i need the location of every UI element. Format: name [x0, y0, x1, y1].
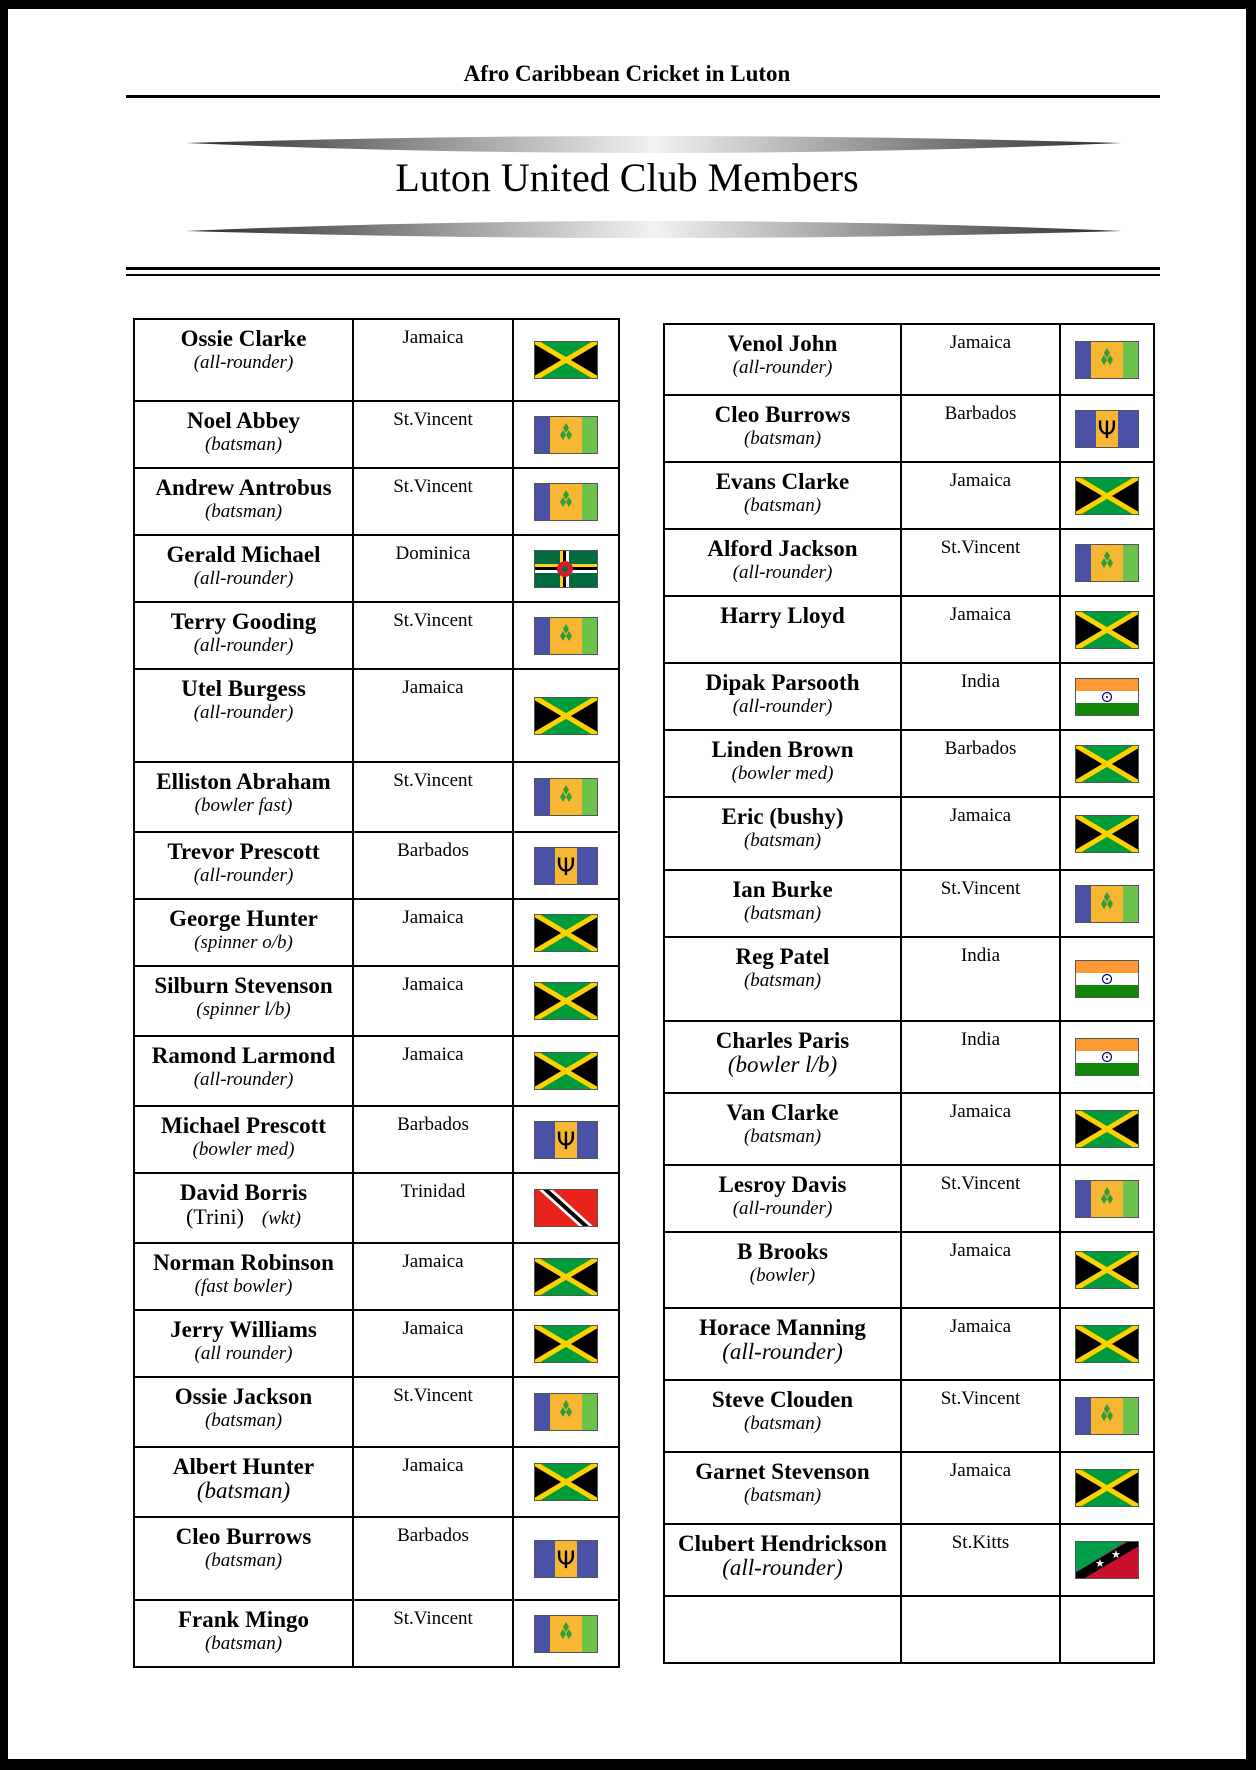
member-name-cell — [664, 1093, 901, 1165]
member-name: Eric (bushy) — [721, 804, 844, 829]
member-flag-cell — [513, 1447, 619, 1517]
member-name-cell — [134, 401, 353, 468]
member-country: St.Vincent — [901, 529, 1060, 596]
member-row — [134, 762, 619, 832]
member-note: (Trini) — [186, 1204, 244, 1229]
member-country: India — [901, 1021, 1060, 1093]
member-name: Utel Burgess — [181, 676, 306, 701]
barbados-flag — [1075, 410, 1139, 448]
member-country: St.Vincent — [353, 468, 513, 535]
member-role: (batsman) — [743, 1485, 822, 1506]
member-row — [664, 529, 1154, 596]
member-country: St.Vincent — [901, 1165, 1060, 1232]
member-role: (batsman) — [196, 1478, 291, 1503]
member-role: (batsman) — [743, 1126, 822, 1147]
member-name: B Brooks — [737, 1239, 828, 1264]
member-flag-cell — [1060, 395, 1154, 462]
barbados-flag — [534, 847, 598, 885]
member-role: (bowler fast) — [194, 795, 293, 816]
member-name: Cleo Burrows — [175, 1524, 312, 1549]
member-name: Venol John — [727, 331, 838, 356]
member-row — [134, 401, 619, 468]
member-role: (all-rounder) — [193, 865, 294, 886]
member-flag-cell — [513, 1036, 619, 1106]
member-country: St.Kitts — [901, 1524, 1060, 1596]
member-name: Norman Robinson — [153, 1250, 334, 1275]
member-role: (bowler) — [749, 1265, 816, 1286]
member-flag-cell — [1060, 1021, 1154, 1093]
st-vincent-flag — [534, 778, 598, 816]
member-country: Jamaica — [901, 1232, 1060, 1308]
member-name-cell — [664, 797, 901, 870]
jamaica-flag — [534, 982, 598, 1020]
member-row — [664, 1380, 1154, 1452]
member-role: (batsman) — [204, 501, 283, 522]
member-role: (bowler med) — [192, 1139, 295, 1160]
member-flag-cell — [513, 602, 619, 669]
jamaica-flag — [534, 1258, 598, 1296]
svg-text:Ψ: Ψ — [556, 1126, 576, 1155]
member-row — [134, 1036, 619, 1106]
member-role: (all-rounder) — [732, 1198, 833, 1219]
member-role: (fast bowler) — [194, 1276, 293, 1297]
member-row — [134, 1377, 619, 1447]
member-row — [664, 324, 1154, 395]
member-role: (batsman) — [204, 434, 283, 455]
member-country: St.Vincent — [353, 1600, 513, 1667]
member-country: Jamaica — [901, 1308, 1060, 1380]
member-name-cell — [664, 1165, 901, 1232]
member-name-cell — [134, 1106, 353, 1173]
member-name: Frank Mingo — [178, 1607, 309, 1632]
member-name-cell — [134, 899, 353, 966]
trinidad-flag — [534, 1189, 598, 1227]
member-name: Ian Burke — [732, 877, 833, 902]
member-role: (spinner l/b) — [196, 999, 291, 1020]
banner-title: Luton United Club Members — [395, 155, 859, 200]
member-row — [134, 899, 619, 966]
member-role: (batsman) — [743, 830, 822, 851]
member-role: (all-rounder) — [193, 1069, 294, 1090]
member-name-cell — [134, 602, 353, 669]
member-name-cell — [134, 1600, 353, 1667]
member-country: India — [901, 937, 1060, 1021]
member-role: (batsman) — [743, 970, 822, 991]
member-name: Horace Manning — [699, 1315, 866, 1340]
member-name: Michael Prescott — [161, 1113, 326, 1138]
member-name-cell — [134, 1377, 353, 1447]
member-role: (batsman) — [743, 495, 822, 516]
member-name-cell — [664, 1380, 901, 1452]
member-role: (batsman) — [204, 1550, 283, 1571]
member-role: (batsman) — [743, 428, 822, 449]
member-role: (all-rounder) — [193, 568, 294, 589]
member-country: Dominica — [353, 535, 513, 602]
member-country: Jamaica — [353, 1447, 513, 1517]
member-name-cell — [664, 529, 901, 596]
member-flag-cell — [1060, 730, 1154, 797]
member-row — [134, 1173, 619, 1243]
member-country: Jamaica — [901, 1093, 1060, 1165]
st-vincent-flag — [534, 617, 598, 655]
st-vincent-flag — [1075, 1180, 1139, 1218]
jamaica-flag — [1075, 1325, 1139, 1363]
member-flag-cell — [513, 966, 619, 1036]
svg-text:★: ★ — [1095, 1557, 1105, 1570]
dominica-flag — [534, 550, 598, 588]
member-name: Gerald Michael — [166, 542, 321, 567]
member-name-cell — [134, 1036, 353, 1106]
member-name: Cleo Burrows — [714, 402, 851, 427]
member-country: Barbados — [353, 1106, 513, 1173]
member-country: Barbados — [901, 395, 1060, 462]
jamaica-flag — [1075, 1251, 1139, 1289]
jamaica-flag — [1075, 745, 1139, 783]
member-name: Harry Lloyd — [720, 603, 845, 628]
member-country: St.Vincent — [353, 602, 513, 669]
member-flag-cell — [1060, 870, 1154, 937]
member-name-cell — [664, 1308, 901, 1380]
member-name-cell — [134, 966, 353, 1036]
member-name: Ossie Jackson — [174, 1384, 313, 1409]
member-row — [664, 730, 1154, 797]
member-name-cell — [134, 1243, 353, 1310]
member-name-cell — [664, 1232, 901, 1308]
member-country: Jamaica — [353, 1310, 513, 1377]
member-row — [134, 1517, 619, 1600]
member-row — [664, 596, 1154, 663]
member-row — [664, 1452, 1154, 1524]
st-vincent-flag — [534, 1393, 598, 1431]
india-flag — [1075, 960, 1139, 998]
member-row — [134, 535, 619, 602]
member-flag-cell — [513, 1243, 619, 1310]
member-row — [134, 1447, 619, 1517]
member-country: Barbados — [901, 730, 1060, 797]
member-name: Noel Abbey — [186, 408, 301, 433]
member-flag-cell — [1060, 1452, 1154, 1524]
member-name-cell — [664, 663, 901, 730]
member-flag-cell — [513, 669, 619, 762]
site-title: Afro Caribbean Cricket in Luton — [463, 61, 791, 86]
st-vincent-flag — [1075, 544, 1139, 582]
st-vincent-flag — [1075, 341, 1139, 379]
svg-text:★: ★ — [1111, 1548, 1121, 1561]
member-flag-cell — [1060, 596, 1154, 663]
member-flag-cell — [1060, 462, 1154, 529]
member-flag-cell — [513, 1600, 619, 1667]
member-row — [134, 1310, 619, 1377]
member-role: (spinner o/b) — [194, 932, 293, 953]
member-name-cell — [664, 1596, 901, 1663]
member-role: (all-rounder) — [193, 702, 294, 723]
member-name: Elliston Abraham — [156, 769, 331, 794]
member-name: Andrew Antrobus — [155, 475, 332, 500]
india-flag — [1075, 1038, 1139, 1076]
member-role: (batsman) — [743, 903, 822, 924]
member-row — [664, 1524, 1154, 1596]
member-country: St.Vincent — [353, 401, 513, 468]
member-row — [664, 1021, 1154, 1093]
member-role: (all-rounder) — [732, 696, 833, 717]
member-row — [664, 870, 1154, 937]
svg-text:Ψ: Ψ — [1097, 415, 1117, 444]
member-country: St.Vincent — [353, 762, 513, 832]
member-name-cell — [134, 669, 353, 762]
member-flag-cell — [1060, 797, 1154, 870]
double-divider-top — [126, 267, 1160, 270]
member-flag-cell — [513, 1377, 619, 1447]
member-name: Steve Clouden — [711, 1387, 854, 1412]
member-name-cell — [134, 1310, 353, 1377]
member-flag-cell — [1060, 324, 1154, 395]
st-vincent-flag — [1075, 1397, 1139, 1435]
st-kitts-flag — [1075, 1541, 1139, 1579]
member-name-cell — [134, 762, 353, 832]
member-row — [664, 1232, 1154, 1308]
member-row — [134, 832, 619, 899]
member-name-cell — [664, 1021, 901, 1093]
jamaica-flag — [1075, 1469, 1139, 1507]
member-name-cell — [664, 730, 901, 797]
member-role: (all-rounder) — [732, 357, 833, 378]
member-flag-cell — [1060, 663, 1154, 730]
member-name-cell — [134, 535, 353, 602]
member-flag-cell — [1060, 1232, 1154, 1308]
page — [8, 9, 1246, 1759]
jamaica-flag — [1075, 815, 1139, 853]
double-divider-bottom — [126, 274, 1160, 276]
jamaica-flag — [534, 1052, 598, 1090]
jamaica-flag — [1075, 477, 1139, 515]
member-role: (bowler l/b) — [727, 1052, 838, 1077]
member-name: Trevor Prescott — [167, 839, 320, 864]
member-role: (wkt) — [261, 1208, 301, 1229]
member-flag-cell — [513, 319, 619, 401]
member-row — [664, 1165, 1154, 1232]
member-name-cell — [664, 395, 901, 462]
members-table-left — [133, 318, 620, 1668]
member-row — [134, 319, 619, 401]
member-country: Barbados — [353, 832, 513, 899]
member-name: Terry Gooding — [170, 609, 317, 634]
st-vincent-flag — [534, 1615, 598, 1653]
member-flag-cell — [1060, 1380, 1154, 1452]
member-name-cell — [664, 870, 901, 937]
member-country: Jamaica — [901, 462, 1060, 529]
member-country: Jamaica — [353, 1243, 513, 1310]
member-name: Van Clarke — [726, 1100, 839, 1125]
member-flag-cell — [1060, 1596, 1154, 1663]
member-name-cell — [664, 462, 901, 529]
jamaica-flag — [1075, 1110, 1139, 1148]
member-row — [664, 1093, 1154, 1165]
member-name: Silburn Stevenson — [154, 973, 333, 998]
member-flag-cell — [513, 1310, 619, 1377]
st-vincent-flag — [534, 483, 598, 521]
member-flag-cell — [513, 1173, 619, 1243]
member-row — [134, 468, 619, 535]
member-name-cell — [134, 1173, 353, 1243]
member-name: Ossie Clarke — [180, 326, 307, 351]
member-country: Barbados — [353, 1517, 513, 1600]
member-row — [664, 395, 1154, 462]
jamaica-flag — [534, 1325, 598, 1363]
member-country: Jamaica — [901, 596, 1060, 663]
members-table-right — [663, 323, 1155, 1664]
jamaica-flag — [1075, 611, 1139, 649]
member-name: Jerry Williams — [170, 1317, 317, 1342]
member-flag-cell — [1060, 1308, 1154, 1380]
member-country: Jamaica — [353, 319, 513, 401]
member-role: (bowler med) — [731, 763, 834, 784]
member-name-cell — [664, 937, 901, 1021]
india-flag — [1075, 678, 1139, 716]
member-country: Jamaica — [353, 966, 513, 1036]
member-flag-cell — [513, 832, 619, 899]
member-name-cell — [134, 319, 353, 401]
member-name: Ramond Larmond — [151, 1043, 336, 1068]
member-name-cell — [134, 1517, 353, 1600]
jamaica-flag — [534, 341, 598, 379]
member-name: Linden Brown — [711, 737, 854, 762]
member-flag-cell — [513, 401, 619, 468]
member-flag-cell — [513, 1517, 619, 1600]
jamaica-flag — [534, 697, 598, 735]
member-row — [134, 966, 619, 1036]
svg-text:Ψ: Ψ — [556, 1545, 576, 1574]
member-role: (all-rounder) — [732, 562, 833, 583]
member-country — [901, 1596, 1060, 1663]
member-name-cell — [134, 468, 353, 535]
member-name: David Borris — [179, 1180, 308, 1205]
member-row — [664, 663, 1154, 730]
member-role: (all-rounder) — [193, 352, 294, 373]
member-name: Albert Hunter — [172, 1454, 315, 1479]
member-name-cell — [664, 1452, 901, 1524]
member-role: (batsman) — [204, 1410, 283, 1431]
member-row — [134, 1106, 619, 1173]
member-name: Charles Paris — [715, 1028, 850, 1053]
member-role: (all-rounder) — [722, 1339, 843, 1364]
member-flag-cell — [1060, 1524, 1154, 1596]
member-name: George Hunter — [169, 906, 318, 931]
member-country: St.Vincent — [353, 1377, 513, 1447]
member-role: (batsman) — [204, 1633, 283, 1654]
member-name: Evans Clarke — [715, 469, 850, 494]
member-flag-cell — [1060, 1093, 1154, 1165]
jamaica-flag — [534, 914, 598, 952]
member-name-cell — [664, 1524, 901, 1596]
member-flag-cell — [1060, 529, 1154, 596]
member-name: Reg Patel — [735, 944, 830, 969]
member-country: Jamaica — [901, 797, 1060, 870]
jamaica-flag — [534, 1463, 598, 1501]
member-flag-cell — [513, 468, 619, 535]
member-name: Garnet Stevenson — [695, 1459, 870, 1484]
st-vincent-flag — [1075, 885, 1139, 923]
member-row — [134, 1243, 619, 1310]
member-country: India — [901, 663, 1060, 730]
member-row — [134, 602, 619, 669]
member-flag-cell — [1060, 1165, 1154, 1232]
member-row — [664, 797, 1154, 870]
member-role: (batsman) — [743, 1413, 822, 1434]
svg-text:Ψ: Ψ — [556, 852, 576, 881]
member-row — [664, 937, 1154, 1021]
member-name: Clubert Hendrickson — [678, 1531, 887, 1556]
member-name-cell — [664, 596, 901, 663]
member-country: St.Vincent — [901, 870, 1060, 937]
member-flag-cell — [513, 762, 619, 832]
member-country: Jamaica — [901, 1452, 1060, 1524]
member-name-cell — [664, 324, 901, 395]
member-name: Lesroy Davis — [718, 1172, 847, 1197]
st-vincent-flag — [534, 416, 598, 454]
barbados-flag — [534, 1121, 598, 1159]
member-role: (all-rounder) — [722, 1555, 843, 1580]
member-row — [134, 669, 619, 762]
member-country: Trinidad — [353, 1173, 513, 1243]
member-name-cell — [134, 1447, 353, 1517]
member-role: (all rounder) — [194, 1343, 293, 1364]
member-role: (all-rounder) — [193, 635, 294, 656]
member-name-cell — [134, 832, 353, 899]
barbados-flag — [534, 1540, 598, 1578]
member-row — [664, 1308, 1154, 1380]
member-country: Jamaica — [901, 324, 1060, 395]
member-flag-cell — [513, 1106, 619, 1173]
member-country: Jamaica — [353, 1036, 513, 1106]
member-row — [134, 1600, 619, 1667]
member-country: Jamaica — [353, 669, 513, 762]
member-name: Alford Jackson — [707, 536, 858, 561]
member-flag-cell — [513, 899, 619, 966]
member-country: St.Vincent — [901, 1380, 1060, 1452]
member-name: Dipak Parsooth — [705, 670, 860, 695]
member-row — [664, 462, 1154, 529]
divider — [126, 95, 1160, 98]
member-country: Jamaica — [353, 899, 513, 966]
member-flag-cell — [1060, 937, 1154, 1021]
member-flag-cell — [513, 535, 619, 602]
member-row — [664, 1596, 1154, 1663]
